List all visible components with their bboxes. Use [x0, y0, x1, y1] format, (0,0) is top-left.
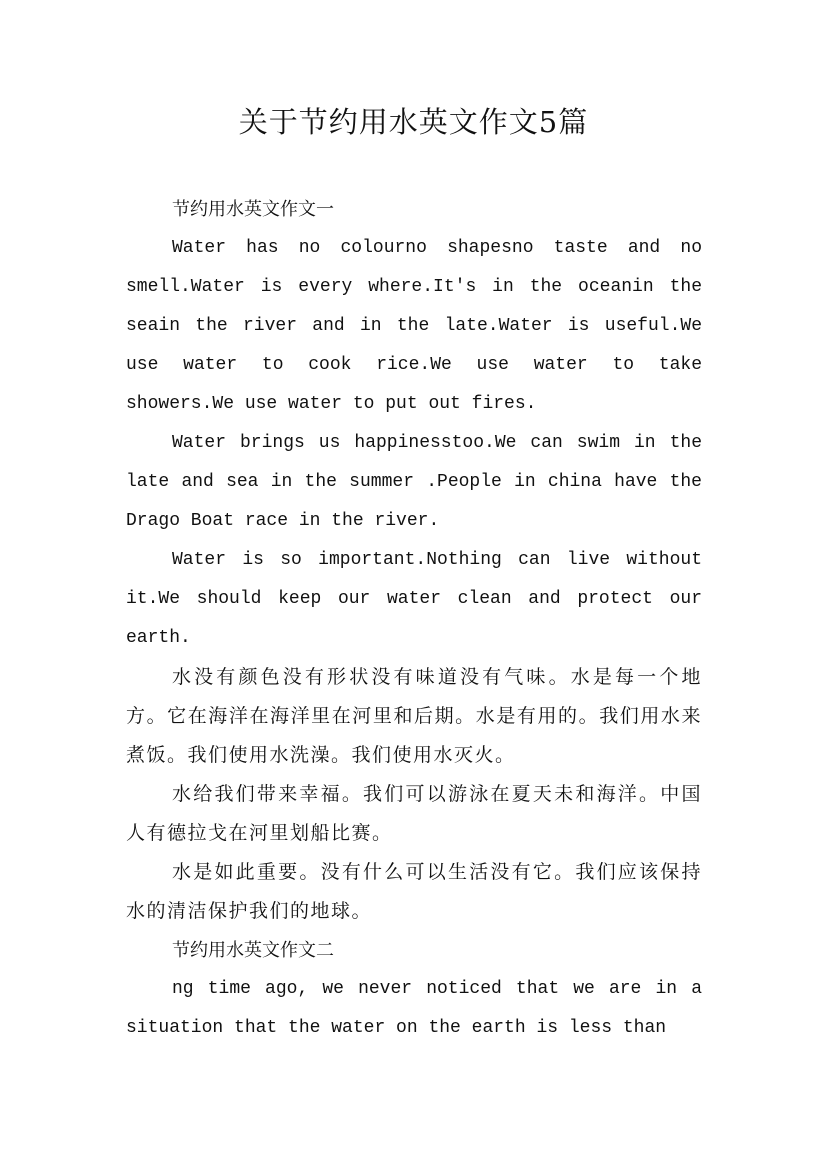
paragraph-en-4: ng time ago, we never noticed that we are in a situation that the water on the earth is less than — [126, 979, 702, 1038]
paragraph-en-2: Water brings us happinesstoo.We can swim in the late and sea in the summer .People in china have the Drago Boat race in the river. — [126, 433, 702, 531]
document-body — [126, 190, 702, 1048]
paragraph-en-3: Water is so important.Nothing can live without it.We should keep our water clean and protect our earth. — [126, 550, 702, 648]
paragraph-zh-3: 水是如此重要。没有什么可以生活没有它。我们应该保持水的清洁保护我们的地球。 — [126, 861, 702, 922]
paragraph-zh-1: 水没有颜色没有形状没有味道没有气味。水是每一个地方。它在海洋在海洋里在河里和后期。水是有用的。我们用水来煮饭。我们使用水洗澡。我们使用水灭火。 — [126, 666, 702, 766]
section-heading-2: 节约用水英文作文二 — [172, 940, 334, 961]
section-heading-1: 节约用水英文作文一 — [172, 199, 334, 220]
document-title: 关于节约用水英文作文5篇 — [238, 105, 589, 139]
paragraph-zh-2: 水给我们带来幸福。我们可以游泳在夏天未和海洋。中国人有德拉戈在河里划船比赛。 — [126, 783, 702, 844]
paragraph-en-1: Water has no colourno shapesno taste and no smell.Water is every where.It's in the oceanin the seain the river and in the late.Water is useful.We use water to cook rice.We use water to take showers.We use water to put out fires. — [126, 238, 702, 414]
